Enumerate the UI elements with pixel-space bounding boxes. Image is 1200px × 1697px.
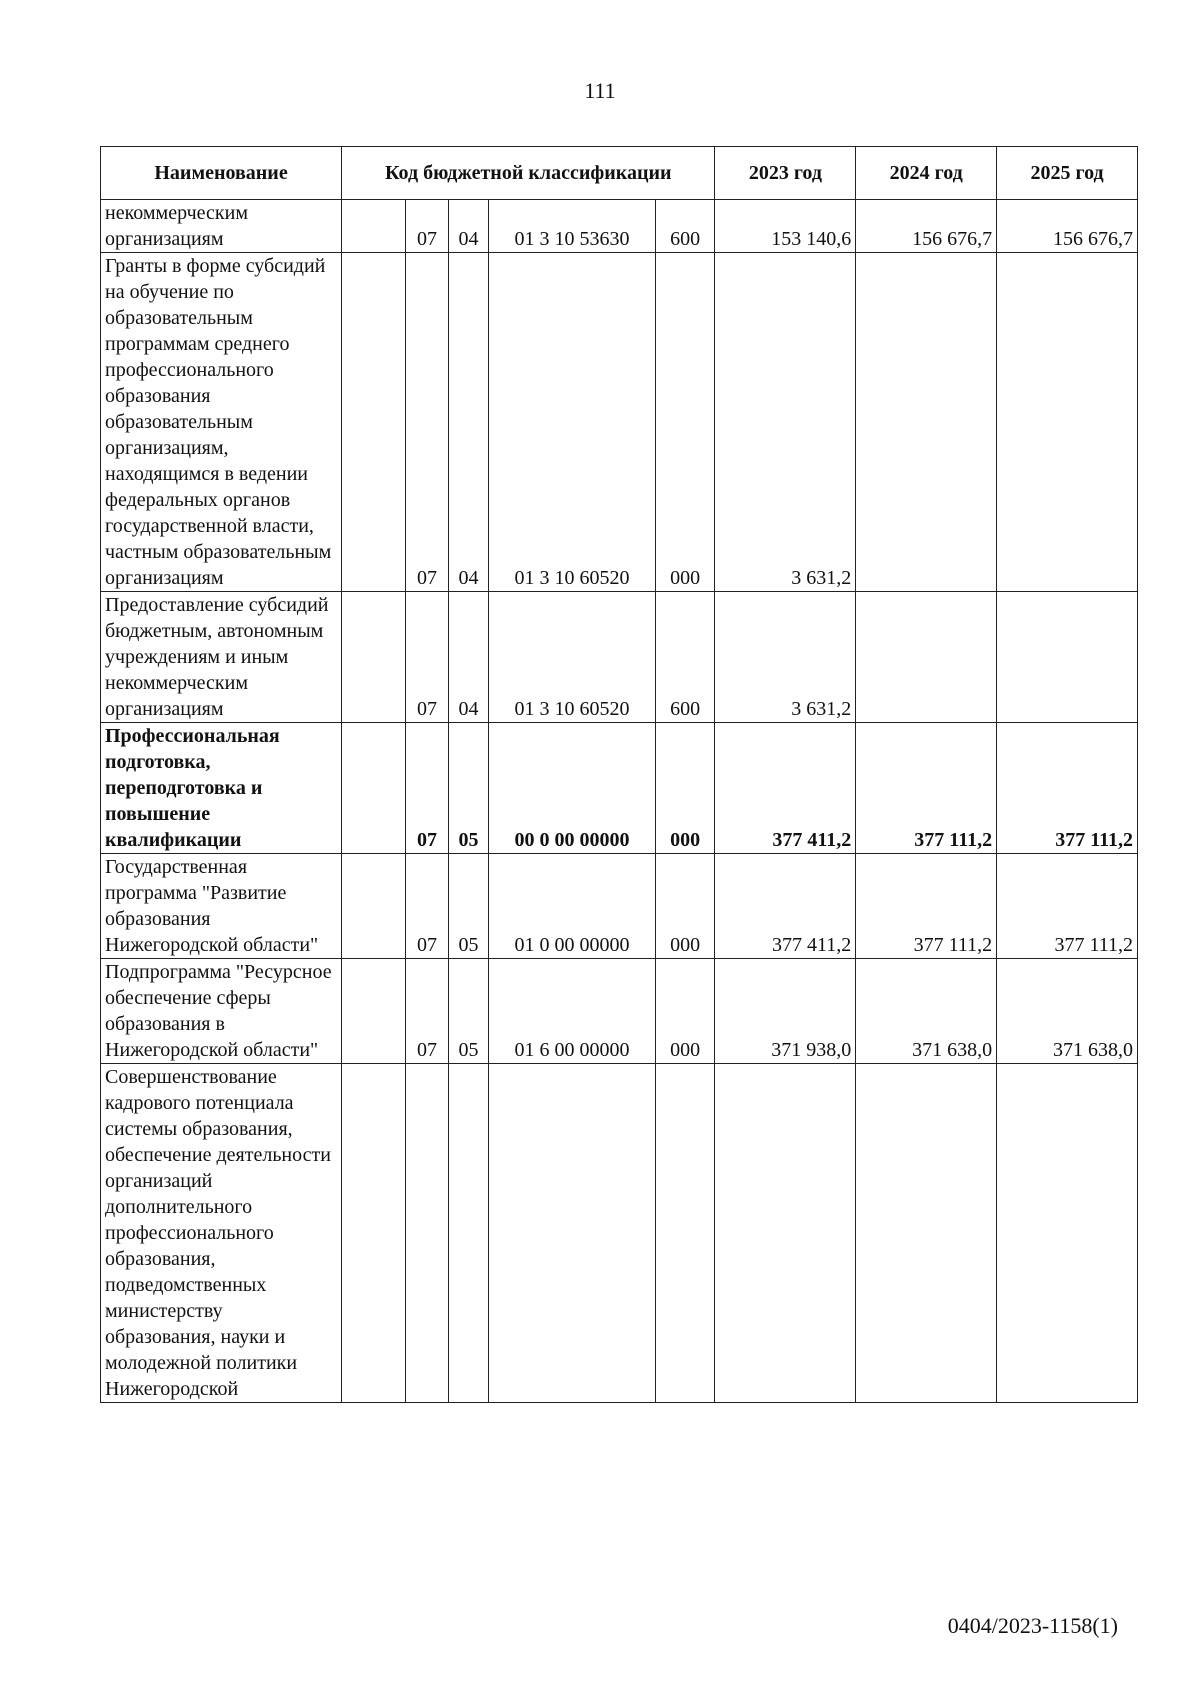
row-2025 (997, 592, 1138, 723)
row-csr: 01 6 00 00000 (489, 959, 655, 1064)
row-vr (655, 1064, 715, 1403)
row-pr: 05 (448, 723, 489, 854)
table-row (101, 854, 1138, 959)
row-rz: 07 (406, 200, 449, 253)
row-2023: 153 140,6 (715, 200, 856, 253)
row-2024 (856, 592, 997, 723)
row-vr: 600 (655, 200, 715, 253)
row-2025: 377 111,2 (997, 723, 1138, 854)
row-rz: 07 (406, 253, 449, 592)
row-vr: 000 (655, 854, 715, 959)
row-rz: 07 (406, 592, 449, 723)
row-vr: 600 (655, 592, 715, 723)
row-pr: 04 (448, 253, 489, 592)
row-2024 (856, 1064, 997, 1403)
row-2025: 156 676,7 (997, 200, 1138, 253)
row-csr: 01 3 10 60520 (489, 253, 655, 592)
header-2025: 2025 год (997, 147, 1138, 200)
row-2024 (856, 253, 997, 592)
row-rz: 07 (406, 854, 449, 959)
row-pr: 05 (448, 959, 489, 1064)
row-csr: 01 3 10 60520 (489, 592, 655, 723)
row-csr: 01 3 10 53630 (489, 200, 655, 253)
table-row (101, 200, 1138, 253)
header-2023: 2023 год (715, 147, 856, 200)
row-pr: 05 (448, 854, 489, 959)
table-row (101, 592, 1138, 723)
row-2023: 377 411,2 (715, 854, 856, 959)
table-header (101, 147, 1138, 200)
table-row (101, 1064, 1138, 1403)
row-vr: 000 (655, 253, 715, 592)
budget-table (100, 146, 1138, 1403)
row-csr (489, 1064, 655, 1403)
row-name: Совершенствование кадрового потенциала системы образования, обеспечение деятельности организаций дополнительного профессионального образования, подведомственных министерству образования, науки и молодежной политики Нижегородской (101, 1064, 342, 1403)
row-csr: 00 0 00 00000 (489, 723, 655, 854)
header-name: Наименование (101, 147, 342, 200)
row-2024: 371 638,0 (856, 959, 997, 1064)
row-2025: 371 638,0 (997, 959, 1138, 1064)
row-2025 (997, 253, 1138, 592)
table-row (101, 723, 1138, 854)
row-name: Государственная программа "Развитие образования Нижегородской области" (101, 854, 342, 959)
row-rz: 07 (406, 723, 449, 854)
row-2023: 3 631,2 (715, 253, 856, 592)
row-2023 (715, 1064, 856, 1403)
table-row (101, 253, 1138, 592)
row-vr: 000 (655, 723, 715, 854)
row-2024: 156 676,7 (856, 200, 997, 253)
row-csr: 01 0 00 00000 (489, 854, 655, 959)
row-2023: 371 938,0 (715, 959, 856, 1064)
row-name: Профессиональная подготовка, переподготовка и повышение квалификации (101, 723, 342, 854)
row-2024: 377 111,2 (856, 723, 997, 854)
header-code: Код бюджетной классификации (342, 147, 715, 200)
header-2024: 2024 год (856, 147, 997, 200)
row-name: Предоставление субсидий бюджетным, автономным учреждениям и иным некоммерческим организациям (101, 592, 342, 723)
row-pr (448, 1064, 489, 1403)
row-2023: 3 631,2 (715, 592, 856, 723)
row-name: Подпрограмма "Ресурсное обеспечение сферы образования в Нижегородской области" (101, 959, 342, 1064)
page-number: 111 (584, 78, 616, 103)
row-2025 (997, 1064, 1138, 1403)
row-pr: 04 (448, 200, 489, 253)
document-id: 0404/2023-1158(1) (947, 1613, 1118, 1638)
row-2023: 377 411,2 (715, 723, 856, 854)
row-name: некоммерческим организациям (101, 200, 342, 253)
row-name: Гранты в форме субсидий на обучение по образовательным программам среднего профессионального образования образовательным организациям, находящимся в ведении федеральных органов государственной власти, частным образовательным организациям (101, 253, 342, 592)
row-rz: 07 (406, 959, 449, 1064)
table-row (101, 959, 1138, 1064)
row-2024: 377 111,2 (856, 854, 997, 959)
row-vr: 000 (655, 959, 715, 1064)
row-2025: 377 111,2 (997, 854, 1138, 959)
row-pr: 04 (448, 592, 489, 723)
row-rz (406, 1064, 449, 1403)
